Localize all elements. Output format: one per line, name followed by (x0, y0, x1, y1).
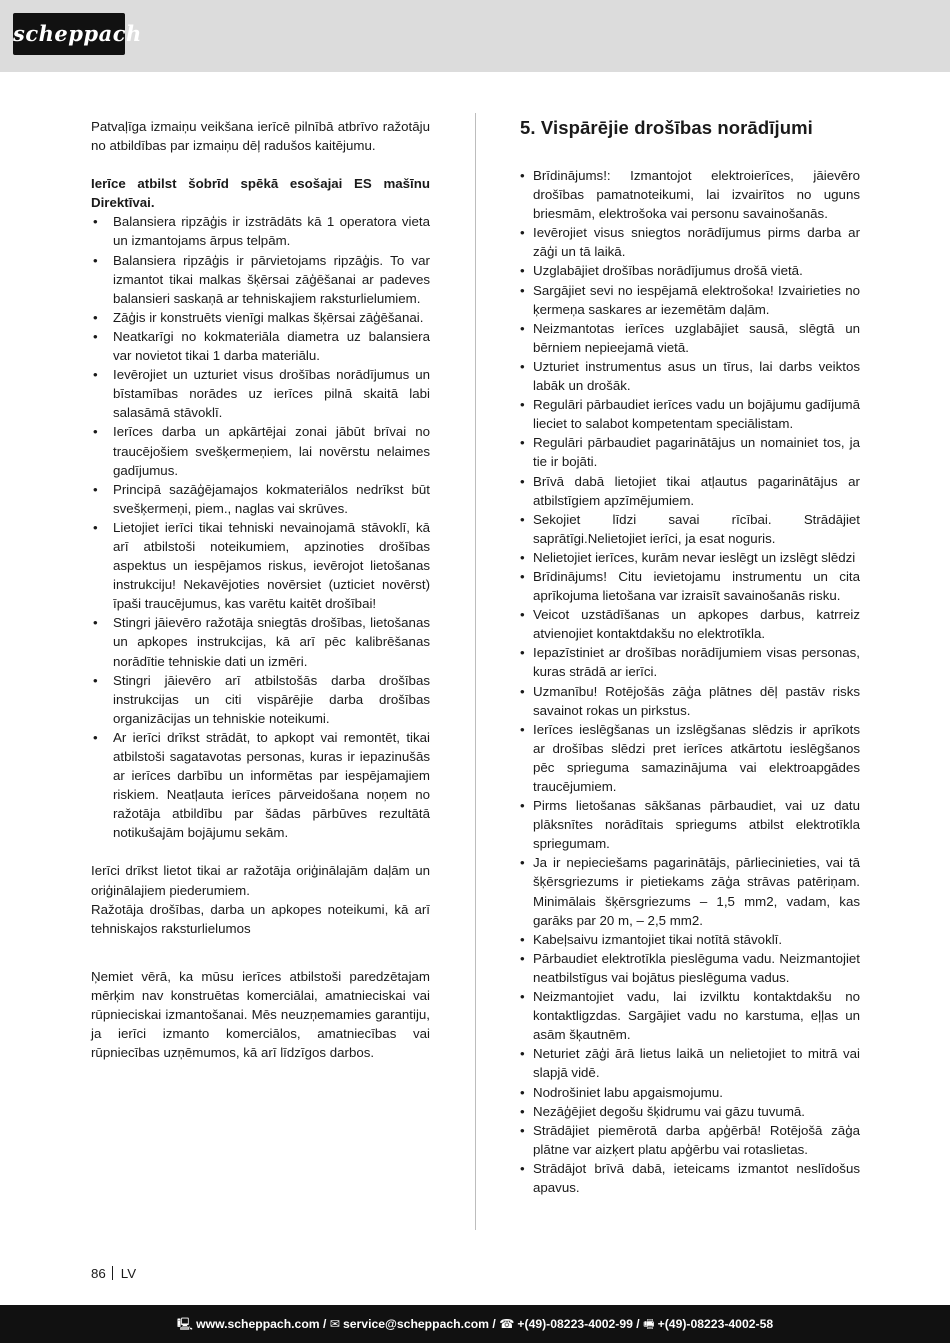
list-item: • Uzmanību! Rotējošās zāģa plātnes dēļ pastāv risks savainot rokas un pirkstus. (520, 682, 860, 720)
list-item: • Neturiet zāģi ārā lietus laikā un nelietojiet to mitrā vai slapjā vidē. (520, 1044, 860, 1082)
right-column (520, 117, 860, 1197)
list-item: • Iepazīstiniet ar drošības norādījumiem visas personas, kuras strādā ar ierīci. (520, 643, 860, 681)
contact-separator: / (319, 1317, 330, 1331)
list-item: • Neizmantotas ierīces uzglabājiet sausā, slēgtā un bērniem nepieejamā vietā. (520, 319, 860, 357)
list-item: • Brīdinājums! Citu ievietojamu instrumentu un cita aprīkojuma lietošana var izraisīt savainošanās risku. (520, 567, 860, 605)
email-link[interactable]: service@scheppach.com (343, 1317, 490, 1331)
language-code: LV (120, 1266, 137, 1281)
contact-bar (0, 1305, 950, 1343)
section-title: 5. Vispārējie drošības norādījumi (520, 117, 813, 138)
list-item: • Balansiera ripzāģis ir pārvietojams ripzāģis. To var izmantot tikai malkas šķērsai zāģēšanai ar padeves balansieri saskaņā ar tehniskajiem raksturlielumiem. (91, 251, 430, 308)
list-item: • Nelietojiet ierīces, kurām nevar ieslēgt un izslēgt slēdzi (520, 548, 860, 567)
page-number-separator (112, 1266, 113, 1280)
list-item: • Neatkarīgi no kokmateriāla diametra uz balansiera var novietot tikai 1 darba materiālu. (91, 327, 430, 365)
contact-separator: / (632, 1317, 644, 1331)
list-item: • Ievērojiet un uzturiet visus drošības norādījumus un bīstamības norādes uz ierīces pilnā skaitā labi salasāmā stāvoklī. (91, 365, 430, 422)
page-number (91, 1266, 136, 1282)
list-item: • Strādājiet piemērotā darba apģērbā! Rotējošā zāģa plātne var aizķert platu apģērbu vai rotaslietas. (520, 1121, 860, 1159)
list-item: • Stingri jāievēro ražotāja sniegtās drošības, lietošanas un apkopes instrukcijas, kā arī pēc kalibrēšanas norādītie tehniskie dati un izmēri. (91, 613, 430, 670)
list-item: • Ar ierīci drīkst strādāt, to apkopt vai remontēt, tikai atbilstoši sagatavotas personas, kuras ir iepazinušās ar ierīces darbību un informētas par iespējamajiem riskiem. Neatļauta ierīces pārveidošana noņem no ražotāja atbildību par šādas pārbūves rezultātā notikušajām bojājumu sekām. (91, 728, 430, 843)
list-item: • Ja ir nepieciešams pagarinātājs, pārliecinieties, vai tā šķērsgriezums ir pietiekams zāģa strāvas patēriņam. Minimālais šķērsgriezums – 1,5 mm2, vadam, kas garāks par 20 m, – 2,5 mm2. (520, 853, 860, 929)
manufacturer-rules-paragraph: Ražotāja drošības, darba un apkopes noteikumi, kā arī tehniskajos raksturlielumos (91, 901, 430, 936)
left-column (91, 117, 430, 1062)
commercial-use-paragraph: Ņemiet vērā, ka mūsu ierīces atbilstoši paredzētajam mērķim nav konstruētas komerciālai, amatnieciskai vai rūpnieciskai izmantošanai. Mēs neuzņemamies garantiju, ja ierīci izmanto komerciālos, amatniecības vai rūpniecības uzņēmumos, kā arī līdzīgos darbos. (91, 968, 430, 1061)
intro-paragraph: Patvaļīga izmaiņu veikšana ierīcē pilnībā atbrīvo ražotāju no atbildības par izmaiņu dēļ radušos kaitējumu. (91, 119, 430, 154)
fax-icon: 🖷 (643, 1317, 655, 1331)
column-divider (475, 113, 476, 1230)
phone-number[interactable]: +(49)-08223-4002-99 (517, 1317, 633, 1331)
list-item: • Stingri jāievēro arī atbilstošās darba drošības instrukcijas un citi vispārējie darba drošības organizācijas un tehniskie noteikumi. (91, 671, 430, 728)
directive-statement: Ierīce atbilst šobrīd spēkā esošajai ES mašīnu Direktīvai. (91, 176, 430, 211)
list-item: • Ierīces ieslēgšanas un izslēgšanas slēdzis ir aprīkots ar drošības slēdzi pret ierīces atkārtotu ieslēgšanos pēc sprieguma samazinājuma vai elektroapgādes traucējumiem. (520, 720, 860, 796)
header-band (0, 0, 950, 72)
usage-bullet-list (91, 212, 430, 842)
list-item: • Kabeļsaivu izmantojiet tikai notītā stāvoklī. (520, 930, 860, 949)
page-number-value: 86 (91, 1266, 106, 1281)
list-item: • Sekojiet līdzi savai rīcībai. Strādājiet saprātīgi.Nelietojiet ierīci, ja esat noguris. (520, 510, 860, 548)
fax-number[interactable]: +(49)-08223-4002-58 (657, 1317, 774, 1331)
list-item: • Nezāģējiet degošu šķidrumu vai gāzu tuvumā. (520, 1102, 860, 1121)
list-item: • Sargājiet sevi no iespējamā elektrošoka! Izvairieties no ķermeņa saskares ar iezemētām daļām. (520, 281, 860, 319)
website-link[interactable]: www.scheppach.com (196, 1317, 320, 1331)
list-item: • Regulāri pārbaudiet pagarinātājus un nomainiet tos, ja tie ir bojāti. (520, 433, 860, 471)
list-item: • Principā sazāģējamajos kokmateriālos nedrīkst būt svešķermeņi, piem., naglas vai skrūves. (91, 480, 430, 518)
phone-icon: ☎ (499, 1317, 515, 1331)
list-item: • Brīvā dabā lietojiet tikai atļautus pagarinātājus ar atbilstīgiem apzīmējumiem. (520, 472, 860, 510)
list-item: • Veicot uzstādīšanas un apkopes darbus, katrreiz atvienojiet kontaktdakšu no elektrotīkla. (520, 605, 860, 643)
list-item: • Lietojiet ierīci tikai tehniski nevainojamā stāvoklī, kā arī atbilstoši noteikumiem, apzinoties drošības aspektus un iespējamos riskus, ievērojot lietošanas instrukciju! Nekavējoties novērsiet (uzticiet novērst) īpaši traucējumus, kas varētu kaitēt drošībai! (91, 518, 430, 613)
list-item: • Ievērojiet visus sniegtos norādījumus pirms darba ar zāģi un tā laikā. (520, 223, 860, 261)
list-item: • Zāģis ir konstruēts vienīgi malkas šķērsai zāģēšanai. (91, 308, 430, 327)
mail-icon: ✉ (329, 1317, 340, 1331)
contact-separator: / (489, 1317, 500, 1331)
list-item: • Pārbaudiet elektrotīkla pieslēguma vadu. Neizmantojiet neatbilstīgus vai bojātus pieslēguma vadus. (520, 949, 860, 987)
list-item: • Balansiera ripzāģis ir izstrādāts kā 1 operatora vieta un izmantojams ārpus telpām. (91, 212, 430, 250)
accessories-paragraph: Ierīci drīkst lietot tikai ar ražotāja oriģinālajām daļām un oriģinālajiem piederumiem. (91, 863, 430, 898)
scheppach-logo: scheppach (13, 13, 125, 55)
list-item: • Uzturiet instrumentus asus un tīrus, lai darbs veiktos labāk un drošāk. (520, 357, 860, 395)
list-item: • Regulāri pārbaudiet ierīces vadu un bojājumu gadījumā lieciet to salabot kompetentam speciālistam. (520, 395, 860, 433)
list-item: • Neizmantojiet vadu, lai izvilktu kontaktdakšu no kontaktligzdas. Sargājiet vadu no karstuma, eļļas un asām šķautnēm. (520, 987, 860, 1044)
computer-icon: 🖳 (176, 1317, 194, 1331)
list-item: • Ierīces darba un apkārtējai zonai jābūt brīvai no traucējošiem svešķermeņiem, lai novērstu nelaimes gadījumus. (91, 422, 430, 479)
safety-bullet-list (520, 166, 860, 1197)
list-item: • Nodrošiniet labu apgaismojumu. (520, 1083, 860, 1102)
list-item: • Pirms lietošanas sākšanas pārbaudiet, vai uz datu plāksnītes norādītais spriegums atbilst elektrotīkla spriegumam. (520, 796, 860, 853)
list-item: • Strādājot brīvā dabā, ieteicams izmantot neslīdošus apavus. (520, 1159, 860, 1197)
list-item: • Brīdinājums!: Izmantojot elektroierīces, jāievēro drošības pamatnoteikumi, lai izvairītos no uguns briesmām, elektrošoka vai personu savainošanās. (520, 166, 860, 223)
list-item: • Uzglabājiet drošības norādījumus drošā vietā. (520, 261, 860, 280)
